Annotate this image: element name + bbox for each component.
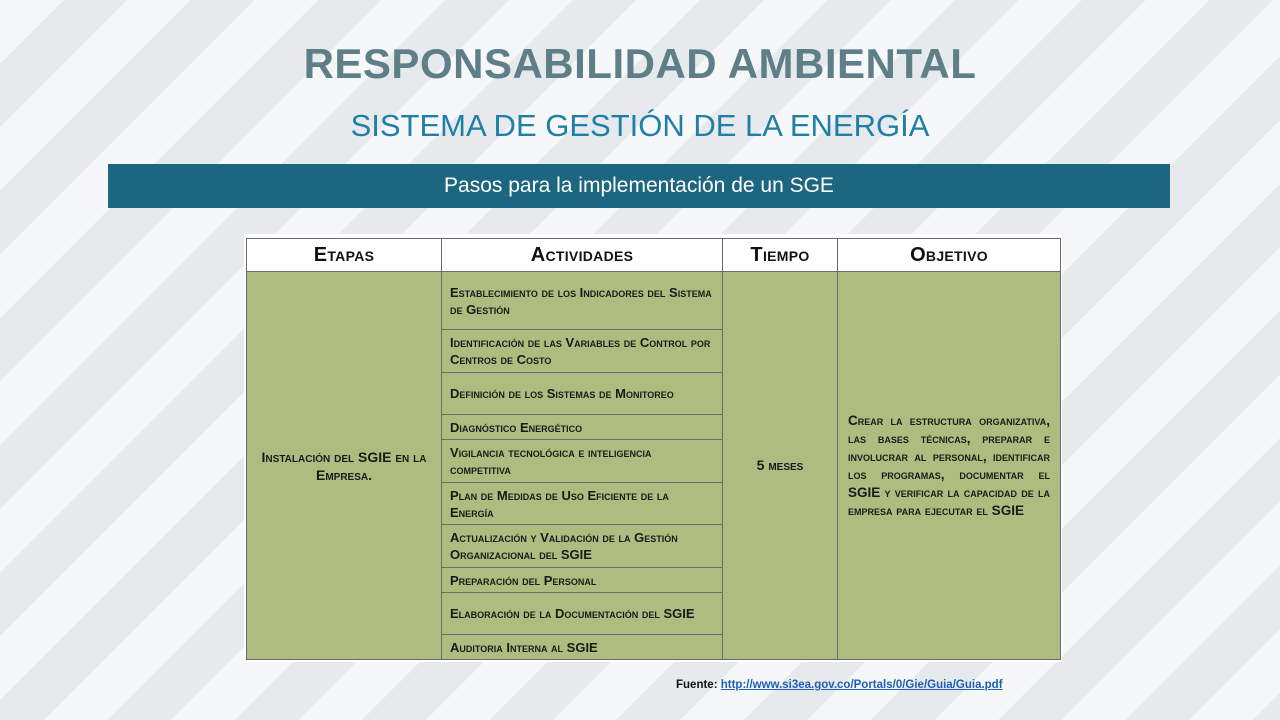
source-citation [676,679,1003,691]
activity-cell: Identificación de las Variables de Control por Centros de Costo [442,330,723,373]
activity-cell: Vigilancia tecnológica e inteligencia competitiva [442,440,723,483]
activity-cell: Elaboración de la Documentación del SGIE [442,593,723,635]
activity-cell: Establecimiento de los Indicadores del Sistema de Gestión [442,272,723,330]
slide-subtitle: SISTEMA DE GESTIÓN DE LA ENERGÍA [350,108,930,143]
sge-steps-table [246,238,1061,660]
header-etapas: Etapas [247,239,442,272]
source-label: Fuente: [676,679,718,691]
activity-cell: Actualización y Validación de la Gestión Organizacional del SGIE [442,525,723,568]
stage-cell: Instalación del SGIE en la Empresa. [247,272,442,660]
table-row [247,272,1061,330]
section-banner: Pasos para la implementación de un SGE [108,164,1170,208]
activity-cell: Definición de los Sistemas de Monitoreo [442,373,723,415]
activity-cell: Preparación del Personal [442,568,723,593]
table-header-row [247,239,1061,272]
objective-cell: Crear la estructura organizativa, las bases técnicas, preparar e involucrar al personal, identificar los programas, documentar el SGIE y verificar la capacidad de la empresa para ejecutar el SGIE [838,272,1061,660]
activity-cell: Auditoria Interna al SGIE [442,635,723,660]
activity-cell: Diagnóstico Energético [442,415,723,440]
header-actividades: Actividades [442,239,723,272]
sge-table-container [244,234,1062,662]
slide-title: RESPONSABILIDAD AMBIENTAL [303,40,977,87]
activity-cell: Plan de Medidas de Uso Eficiente de la Energía [442,483,723,525]
time-cell: 5 meses [723,272,838,660]
header-tiempo: Tiempo [723,239,838,272]
header-objetivo: Objetivo [838,239,1061,272]
source-link[interactable]: http://www.si3ea.gov.co/Portals/0/Gie/Guia/Guia.pdf [720,679,1003,691]
